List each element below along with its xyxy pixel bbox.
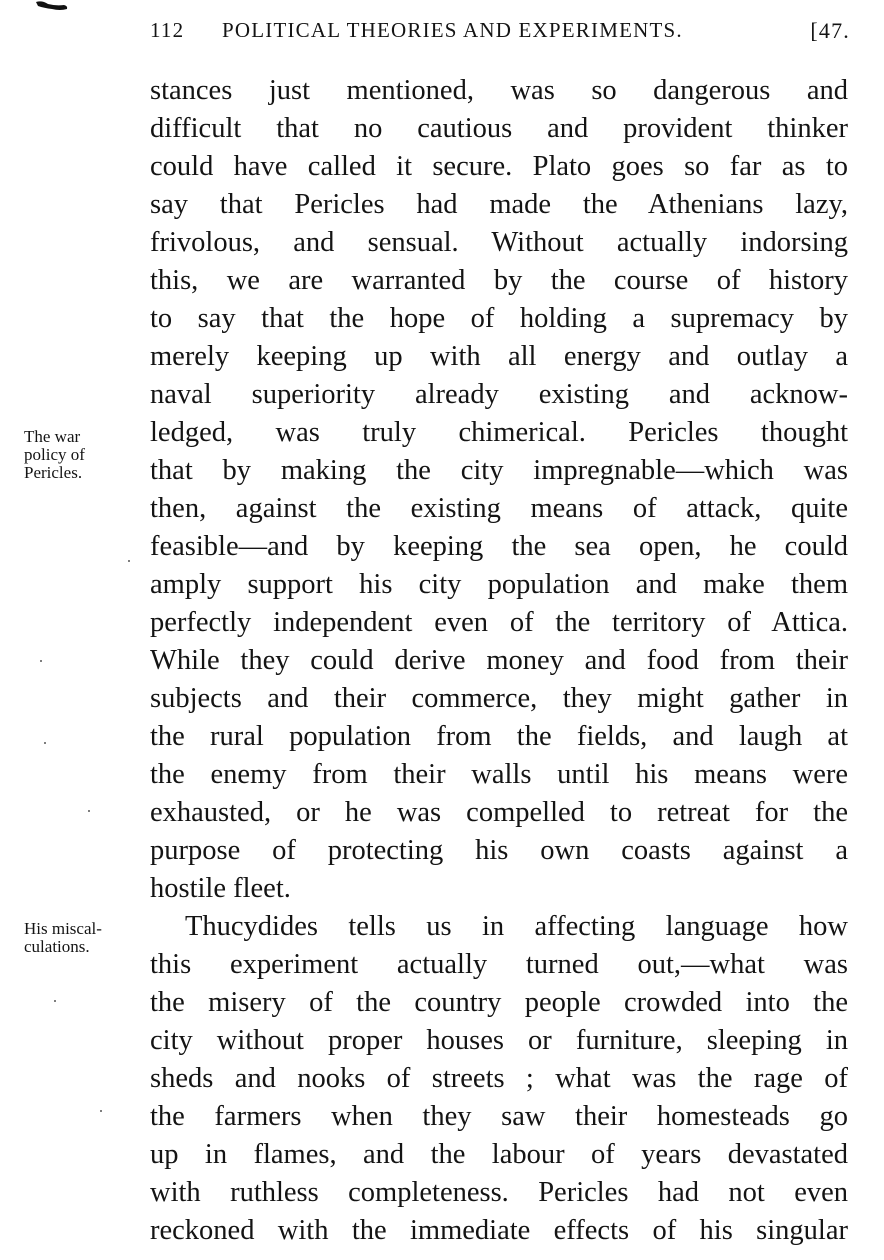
scan-speck [88, 810, 90, 812]
body-line: to say that the hope of holding a supremacy by [150, 303, 848, 334]
body-line: amply support his city population and make them [150, 569, 848, 600]
scan-speck [100, 1110, 102, 1112]
body-line: naval superiority already existing and acknow- [150, 379, 848, 410]
body-line: Thucydides tells us in affecting language how [185, 911, 848, 942]
section-number: [47. [810, 18, 850, 43]
body-line: ledged, was truly chimerical. Pericles thought [150, 417, 848, 448]
running-title: POLITICAL THEORIES AND EXPERIMENTS. [222, 18, 683, 42]
body-line: difficult that no cautious and provident thinker [150, 113, 848, 144]
scan-speck [128, 560, 130, 562]
marginal-note-line: The war [24, 427, 81, 446]
body-line: While they could derive money and food from their [150, 645, 848, 676]
body-line: this experiment actually turned out,—what was [150, 949, 848, 980]
body-line: say that Pericles had made the Athenians lazy, [150, 189, 848, 220]
body-line: then, against the existing means of attack, quite [150, 493, 848, 524]
body-line: up in flames, and the labour of years devastated [150, 1139, 848, 1170]
body-line: the enemy from their walls until his means were [150, 759, 848, 790]
marginal-note-miscalculations [24, 920, 148, 956]
body-line: that by making the city impregnable—which was [150, 455, 848, 486]
body-line: sheds and nooks of streets ; what was the rage of [150, 1063, 848, 1094]
marginal-note-line: policy of [24, 445, 85, 464]
marginal-note-line: culations. [24, 937, 90, 956]
marginal-note-line: Pericles. [24, 463, 83, 482]
marginal-note-war-policy [24, 428, 148, 482]
body-line: perfectly independent even of the territory of Attica. [150, 607, 848, 638]
body-line: subjects and their commerce, they might gather in [150, 683, 848, 714]
body-line: could have called it secure. Plato goes so far as to [150, 151, 848, 182]
body-line: the farmers when they saw their homesteads go [150, 1101, 848, 1132]
body-line: merely keeping up with all energy and outlay a [150, 341, 848, 372]
ink-blot-mark [34, 0, 70, 12]
running-header [150, 14, 850, 50]
body-line: this, we are warranted by the course of history [150, 265, 848, 296]
scan-speck [40, 660, 42, 662]
body-line: purpose of protecting his own coasts against a [150, 835, 848, 866]
scan-speck [54, 1000, 56, 1002]
marginal-note-line: His miscal- [24, 919, 102, 938]
body-line: hostile fleet. [150, 873, 291, 904]
body-line: the misery of the country people crowded into the [150, 987, 848, 1018]
body-line: exhausted, or he was compelled to retreat for the [150, 797, 848, 828]
body-line: reckoned with the immediate effects of his singular [150, 1215, 848, 1246]
scan-speck [44, 742, 46, 744]
body-line: city without proper houses or furniture, sleeping in [150, 1025, 848, 1056]
body-line: frivolous, and sensual. Without actually indorsing [150, 227, 848, 258]
body-line: stances just mentioned, was so dangerous and [150, 75, 848, 106]
body-line: feasible—and by keeping the sea open, he could [150, 531, 848, 562]
body-line: the rural population from the fields, and laugh at [150, 721, 848, 752]
body-line: with ruthless completeness. Pericles had not even [150, 1177, 848, 1208]
page-number: 112 [150, 18, 185, 42]
